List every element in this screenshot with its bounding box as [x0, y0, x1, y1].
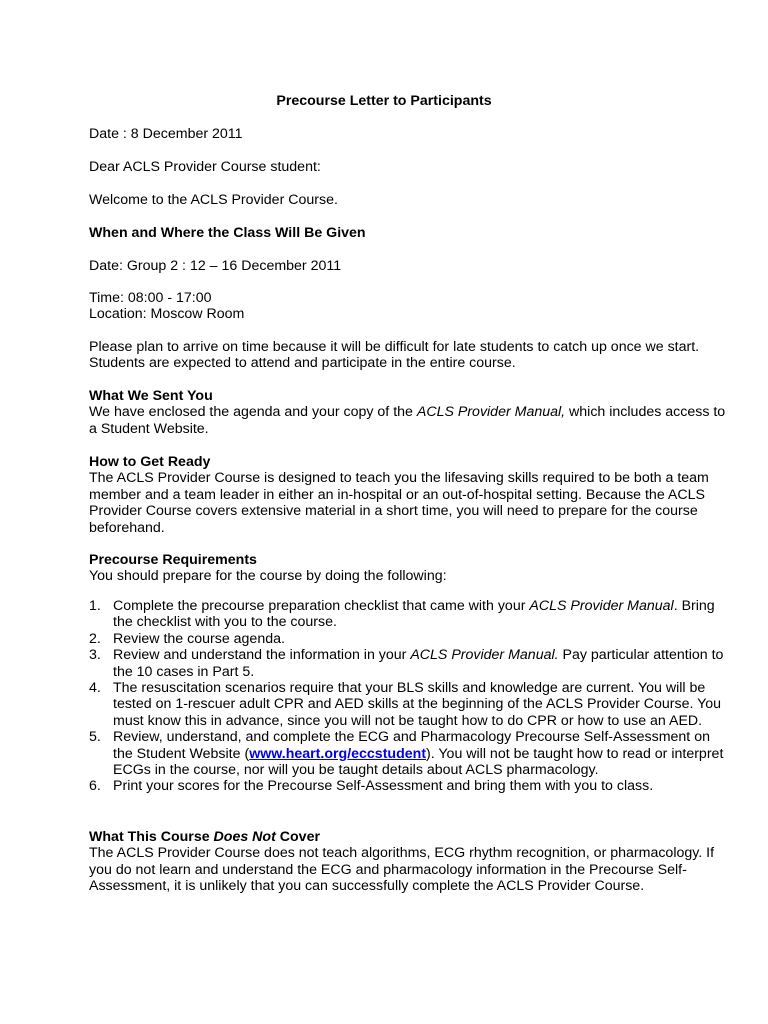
list-item	[89, 598, 729, 631]
letter-title: Precourse Letter to Participants	[276, 93, 492, 109]
class-date: Date: Group 2 : 12 – 16 December 2011	[89, 258, 342, 274]
list-item-number: 2.	[89, 630, 101, 647]
list-item-text: Review and understand the information in your	[113, 647, 411, 664]
list-item-number: 4.	[89, 680, 101, 697]
list-item-number: 1.	[89, 598, 101, 614]
class-time: Time: 08:00 - 17:00	[89, 290, 212, 306]
list-item-number: 3.	[89, 647, 101, 664]
list-item-number: 6.	[89, 778, 101, 795]
sent-text-after: which includes access to a Student Website.	[89, 404, 726, 437]
list-item-text: Print your scores for the Precourse Self-Assessment and bring them with you to class.	[113, 778, 654, 795]
class-location: Location: Moscow Room	[89, 306, 245, 323]
not-cover-section	[89, 829, 729, 895]
list-item-text: Review the course agenda.	[113, 630, 285, 647]
how-to-get-ready-heading: How to Get Ready	[89, 454, 211, 470]
list-item	[89, 729, 729, 778]
list-item-text: ). You will not be taught how to read or interpret ECGs in the course, nor will you be taught details about ACLS pharmacology.	[113, 745, 724, 779]
student-website-link[interactable]: www.heart.org/eccstudent	[249, 745, 427, 762]
requirements-heading: Precourse Requirements	[89, 552, 257, 568]
manual-title: ACLS Provider Manual.	[410, 647, 559, 664]
not-cover-heading-start: What This Course	[89, 829, 214, 845]
list-item	[89, 680, 729, 729]
manual-title: ACLS Provider Manual	[529, 598, 674, 614]
requirements-intro: You should prepare for the course by doing the following:	[89, 568, 447, 585]
requirements-list	[89, 598, 729, 795]
what-we-sent-section	[89, 388, 729, 437]
not-cover-heading	[89, 829, 729, 845]
how-to-get-ready-section	[89, 454, 729, 536]
what-we-sent-heading: What We Sent You	[89, 388, 213, 404]
list-item-text: . Bring the checklist with you to the course.	[113, 598, 715, 631]
not-cover-text: The ACLS Provider Course does not teach algorithms, ECG rhythm recognition, or pharmacology. If you do not learn and understand the ECG and pharmacology information in the Precourse Self-Assessment, it is unlikely that you can successfully complete the ACLS Provider Course.	[89, 845, 715, 895]
manual-title: ACLS Provider Manual,	[416, 404, 566, 421]
salutation: Dear ACLS Provider Course student:	[89, 159, 321, 175]
punctuality-text: Please plan to arrive on time because it will be difficult for late students to catch up once we start. Students are expected to attend and participate in the entire course.	[89, 339, 700, 372]
list-item-text: The resuscitation scenarios require that your BLS skills and knowledge are current. You will be tested on 1-rescuer adult CPR and AED skills at the beginning of the ACLS Provider Course. You must know this in advance, since you will not be taught how to do CPR or how to use an AED.	[113, 680, 722, 729]
letter-date: Date : 8 December 2011	[89, 126, 243, 142]
list-item-text: Complete the precourse preparation checklist that came with your	[113, 598, 530, 614]
requirements-section	[89, 552, 729, 585]
list-item	[89, 778, 729, 794]
list-item-text: Review, understand, and complete the ECG and Pharmacology Precourse Self-Assessment on the Student Website (	[113, 729, 710, 762]
not-cover-heading-emphasis: Does Not	[213, 829, 276, 845]
what-we-sent-text	[89, 404, 729, 437]
sent-text-before: We have enclosed the agenda and your copy of the	[89, 404, 417, 421]
list-item-text: Pay particular attention to the 10 cases in Part 5.	[113, 647, 724, 680]
list-item	[89, 631, 729, 647]
list-item	[89, 647, 729, 680]
when-where-heading: When and Where the Class Will Be Given	[89, 225, 366, 241]
not-cover-heading-end: Cover	[275, 829, 320, 845]
list-item-number: 5.	[89, 729, 101, 746]
welcome-text: Welcome to the ACLS Provider Course.	[89, 192, 338, 208]
time-location	[89, 290, 729, 323]
how-to-get-ready-text: The ACLS Provider Course is designed to teach you the lifesaving skills required to be both a team member and a team leader in either an in-hospital or an out-of-hospital setting. Because the ACLS Provider Course covers extensive material in a short time, you will need to prepare for the course beforehand.	[89, 470, 709, 536]
